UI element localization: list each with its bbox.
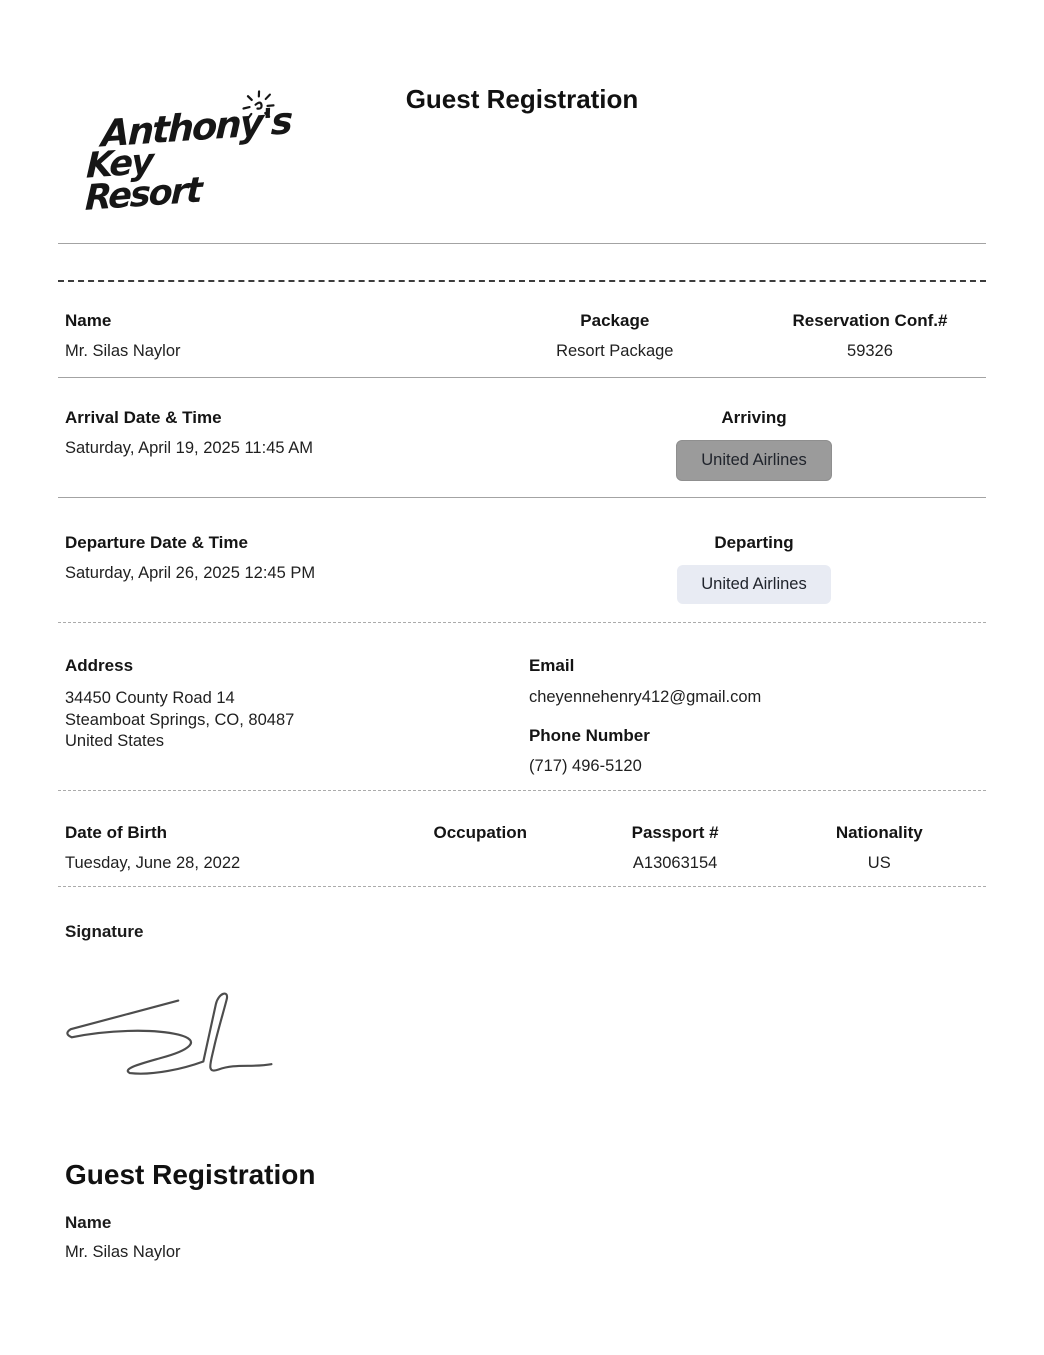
separator-dashed-after-departure: [58, 622, 986, 623]
departure-field: [58, 533, 522, 583]
page-title: Guest Registration: [405, 84, 639, 114]
email-value: cheyennehenry412@gmail.com: [528, 688, 762, 706]
name-field: [58, 311, 476, 361]
phone-label: Phone Number: [528, 726, 650, 745]
separator-dashed-black: [58, 280, 986, 282]
logo-text-line2: Key Resort: [84, 141, 202, 220]
arrival-field: [58, 408, 522, 458]
signature-drawing: [60, 986, 275, 1076]
dob-value: Tuesday, June 28, 2022: [65, 854, 241, 872]
separator-dashed-after-dob: [58, 886, 986, 887]
arriving-label: Arriving: [721, 408, 787, 427]
phone-value: (717) 496-5120: [528, 757, 642, 775]
signature-label: Signature: [65, 922, 144, 941]
arrival-label: Arrival Date & Time: [65, 408, 222, 427]
footer-name-value: Mr. Silas Naylor: [65, 1243, 181, 1261]
arrival-row: [58, 408, 986, 481]
personal-row: [58, 823, 986, 873]
resort-logo: [84, 99, 292, 220]
reservation-label: Reservation Conf.#: [792, 311, 948, 330]
sun-icon: [241, 89, 276, 126]
occupation-field: [383, 823, 578, 854]
passport-value: A13063154: [632, 854, 718, 872]
arriving-field: [522, 408, 986, 481]
address-line1: 34450 County Road 14: [65, 689, 235, 707]
address-field: [58, 656, 529, 753]
footer-name-label: Name: [65, 1213, 112, 1232]
package-label: Package: [580, 311, 650, 330]
departing-label: Departing: [714, 533, 794, 552]
occupation-label: Occupation: [433, 823, 527, 842]
separator-solid-after-name: [58, 377, 986, 378]
reservation-field: [754, 311, 986, 361]
package-value: Resort Package: [556, 342, 674, 360]
separator-solid-top: [58, 243, 986, 244]
nationality-field: [773, 823, 986, 873]
separator-dashed-after-address: [58, 790, 986, 791]
passport-field: [578, 823, 773, 873]
address-line2: Steamboat Springs, CO, 80487: [65, 710, 295, 729]
name-value: Mr. Silas Naylor: [65, 342, 181, 360]
departure-label: Departure Date & Time: [65, 533, 248, 552]
departing-airline-button[interactable]: United Airlines: [677, 565, 830, 604]
footer-page-title: Guest Registration: [65, 1159, 316, 1190]
email-label: Email: [528, 656, 575, 675]
contact-row: [58, 656, 986, 776]
guest-info-row: [58, 311, 986, 361]
name-label: Name: [65, 311, 112, 330]
address-line3: United States: [65, 732, 165, 750]
departure-row: [58, 533, 986, 604]
passport-label: Passport #: [631, 823, 719, 842]
dob-label: Date of Birth: [65, 823, 167, 842]
departure-value: Saturday, April 26, 2025 12:45 PM: [65, 564, 316, 582]
arrival-value: Saturday, April 19, 2025 11:45 AM: [65, 439, 313, 457]
arriving-airline-button[interactable]: United Airlines: [676, 440, 831, 481]
nationality-label: Nationality: [835, 823, 923, 842]
address-label: Address: [65, 656, 134, 675]
departing-field: [522, 533, 986, 604]
dob-field: [58, 823, 383, 873]
email-phone-field: [529, 656, 986, 776]
package-field: [476, 311, 754, 361]
separator-solid-after-arrival: [58, 497, 986, 498]
logo-text-line1: Anthony's: [100, 99, 292, 156]
nationality-value: US: [867, 854, 891, 872]
reservation-value: 59326: [847, 342, 893, 360]
